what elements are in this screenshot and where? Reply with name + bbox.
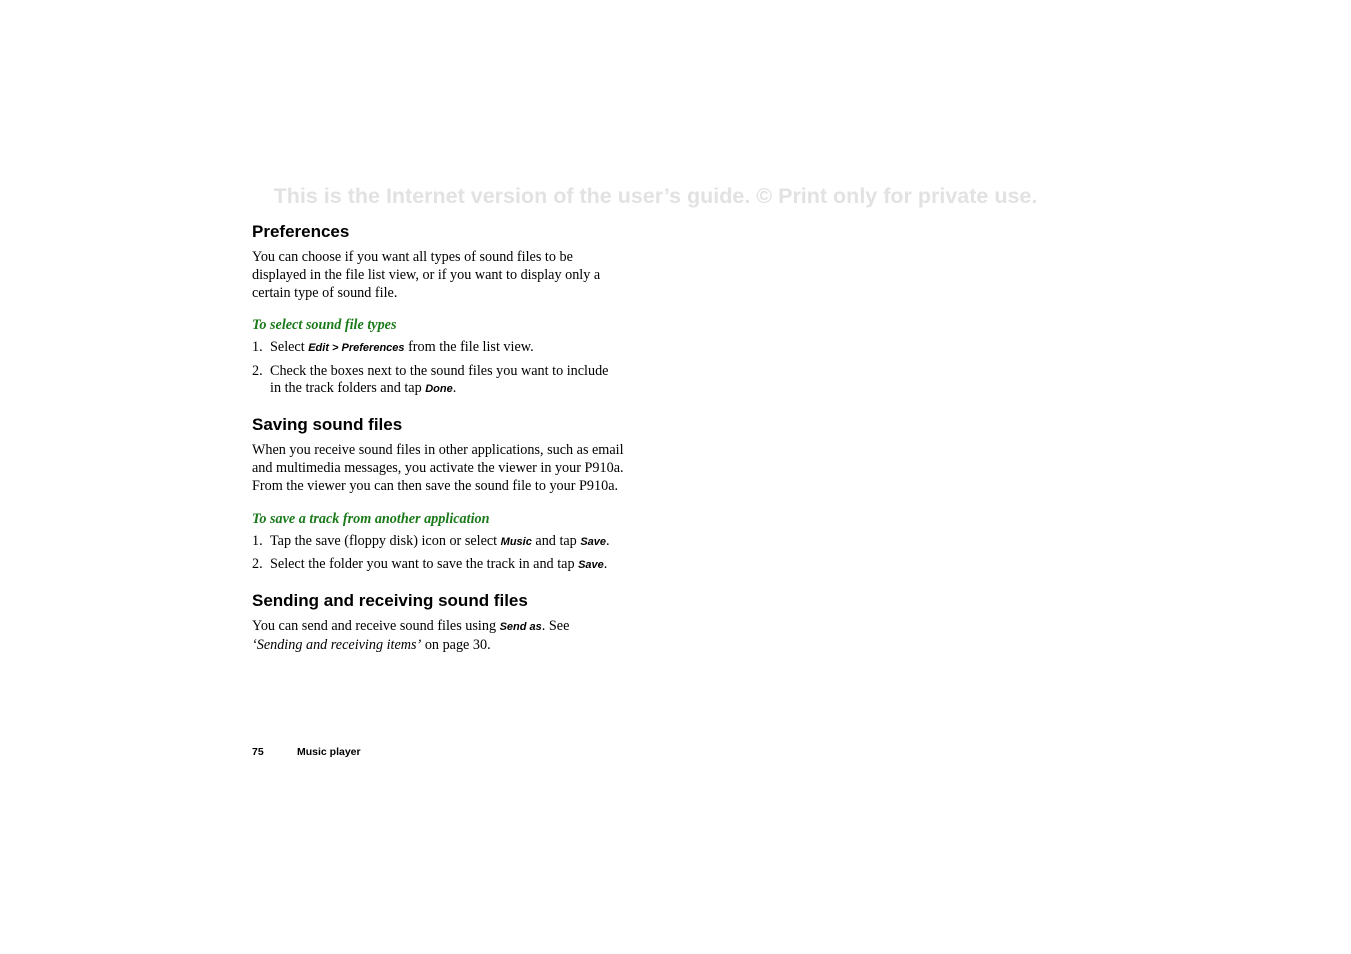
page-number: 75	[252, 746, 264, 758]
preferences-body: You can choose if you want all types of sound files to be displayed in the file list view, or if you want to display only a certain type of sound file.	[252, 249, 601, 301]
step-number: 2.	[252, 555, 263, 572]
send-as-command: Send as	[499, 620, 542, 633]
list-item	[252, 533, 640, 552]
preferences-heading: Preferences	[252, 222, 350, 241]
step-text-end: .	[603, 555, 608, 572]
step-text-end: .	[452, 380, 457, 397]
select-file-types-subheading: To select sound file types	[252, 317, 397, 334]
sending-text-see: . See	[541, 617, 570, 634]
music-command: Music	[500, 535, 532, 548]
save-track-subheading: To save a track from another application	[252, 510, 490, 527]
save-track-steps	[252, 533, 632, 575]
step-text-end: from the file list view.	[404, 339, 534, 356]
saving-heading: Saving sound files	[252, 415, 403, 435]
sending-heading: Sending and receiving sound files	[252, 590, 528, 610]
menu-path: Edit > Preferences	[308, 342, 405, 355]
section-name: Music player	[297, 746, 361, 758]
sending-section	[252, 590, 632, 655]
list-item	[252, 556, 640, 575]
saving-body: When you receive sound files in other applications, such as email and multimedia messages, you activate the viewer in your P910a. From the viewer you can then save the sound file to your P910a.	[252, 442, 624, 494]
step-number: 1.	[252, 532, 263, 549]
step-text: Select	[270, 339, 309, 356]
save-command: Save	[580, 535, 607, 548]
cross-reference: ‘Sending and receiving items’	[252, 636, 422, 653]
step-number: 1.	[252, 339, 263, 356]
save-command: Save	[578, 558, 604, 571]
watermark: This is the Internet version of the user’s guide. © Print only for private use.	[273, 184, 1038, 208]
sending-text: You can send and receive sound files using	[252, 617, 500, 634]
list-item	[252, 339, 632, 358]
step-text: Tap the save (floppy disk) icon or select	[270, 532, 501, 549]
saving-section	[252, 414, 632, 574]
list-item	[252, 363, 620, 400]
step-text-mid: and tap	[531, 532, 581, 549]
sending-body	[252, 618, 592, 655]
preferences-section	[252, 221, 632, 399]
done-command: Done	[425, 383, 453, 396]
step-text: Check the boxes next to the sound files you want to include in the track folders and tap	[270, 362, 609, 397]
step-text: Select the folder you want to save the track in and tap	[270, 555, 579, 572]
sending-text-end: on page 30.	[421, 636, 491, 653]
step-number: 2.	[252, 362, 263, 379]
select-file-types-steps	[252, 339, 632, 399]
page-content	[252, 221, 632, 654]
step-text-end: .	[606, 532, 610, 549]
